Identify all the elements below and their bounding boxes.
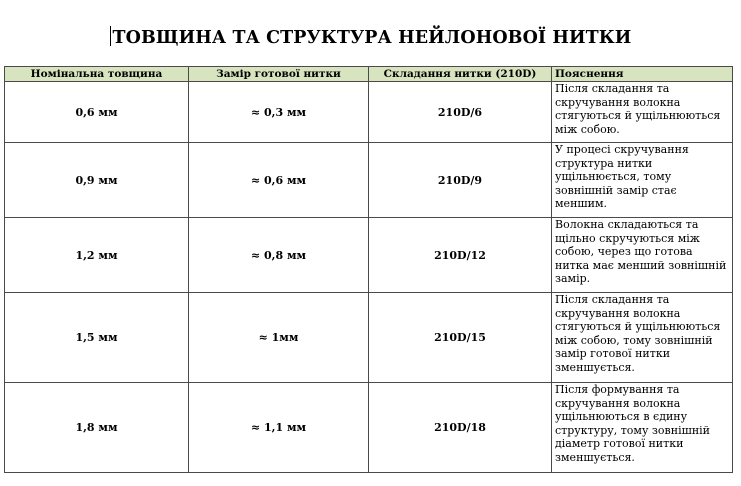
cell-measured: ≈ 0,3 мм (189, 82, 369, 143)
cell-explanation: Волокна складаються та щільно скручуються між собою, через що готова нитка має менший зовнішній замір. (552, 218, 733, 293)
cell-measured: ≈ 1мм (189, 293, 369, 383)
header-measured-thread: Замір готової нитки (189, 67, 369, 82)
table-row (5, 218, 733, 293)
text-cursor (110, 26, 111, 46)
cell-measured: ≈ 0,8 мм (189, 218, 369, 293)
cell-composition: 210D/15 (369, 293, 552, 383)
cell-explanation: Після складання та скручування волокна стягуються й ущільнюються між собою. (552, 82, 733, 143)
header-explanation: Пояснення (552, 67, 733, 82)
table-row (5, 383, 733, 473)
table-header-row (5, 67, 733, 82)
table-row (5, 82, 733, 143)
thread-table (4, 66, 733, 473)
cell-nominal: 1,5 мм (5, 293, 189, 383)
cell-composition: 210D/12 (369, 218, 552, 293)
header-thread-composition: Складання нитки (210D) (369, 67, 552, 82)
cell-composition: 210D/6 (369, 82, 552, 143)
table-row (5, 293, 733, 383)
cell-nominal: 1,8 мм (5, 383, 189, 473)
cell-explanation: Після формування та скручування волокна ущільнюються в єдину структуру, тому зовнішній діаметр готової нитки зменшується. (552, 383, 733, 473)
header-nominal-thickness: Номінальна товщина (5, 67, 189, 82)
document-title (0, 26, 741, 50)
cell-nominal: 1,2 мм (5, 218, 189, 293)
cell-nominal: 0,9 мм (5, 143, 189, 218)
cell-measured: ≈ 1,1 мм (189, 383, 369, 473)
cell-nominal: 0,6 мм (5, 82, 189, 143)
cell-composition: 210D/9 (369, 143, 552, 218)
table-row (5, 143, 733, 218)
document-title-text: ТОВЩИНА ТА СТРУКТУРА НЕЙЛОНОВОЇ НИТКИ (112, 28, 632, 48)
cell-explanation: Після складання та скручування волокна стягуються й ущільнюються між собою, тому зовнішній замір готової нитки зменшується. (552, 293, 733, 383)
cell-explanation: У процесі скручування структура нитки ущільнюється, тому зовнішній замір стає меншим. (552, 143, 733, 218)
cell-composition: 210D/18 (369, 383, 552, 473)
cell-measured: ≈ 0,6 мм (189, 143, 369, 218)
